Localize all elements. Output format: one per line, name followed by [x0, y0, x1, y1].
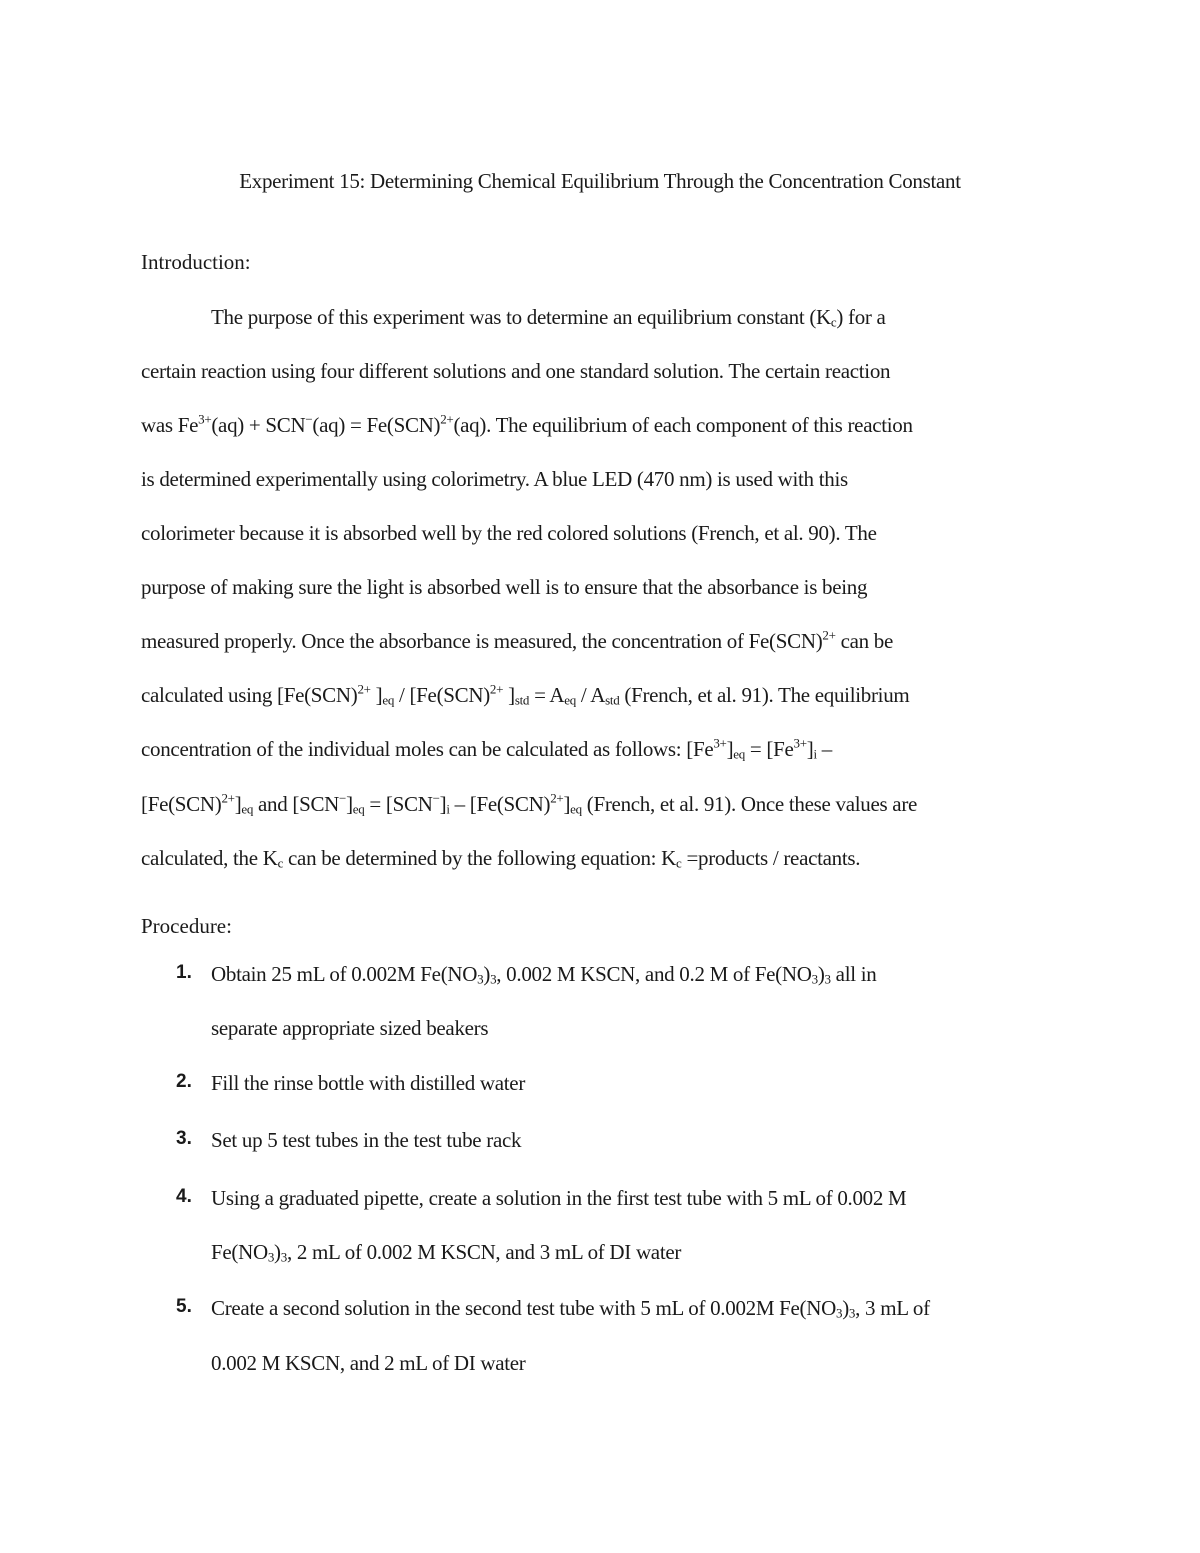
intro-line-1: The purpose of this experiment was to determine an equilibrium constant $(K_c)$ for a	[211, 305, 886, 330]
step-text: 0.002 M KSCN, and 2 mL of DI water	[211, 1351, 526, 1375]
step-text: Using a graduated pipette, create a solution in the first test tube with 5 mL of 0.002 M	[211, 1186, 907, 1210]
step-text: $Fe(NO_3)_3$, 2 mL of 0.002 M KSCN, and 3 mL of DI water	[211, 1240, 682, 1265]
procedure-heading: Procedure:	[141, 914, 232, 938]
intro-line-5: colorimeter because it is absorbed well by the red colored solutions (French, et al. 90). The	[141, 521, 877, 545]
intro-line-3: was $Fe^{3+}(aq) + SCN^-(aq) = Fe(SCN)^{2+}(aq)$. The equilibrium of each component of this reaction	[141, 411, 913, 437]
intro-line-7: measured properly. Once the absorbance is measured, the concentration of Fe(SCN)$^{2+}$ can be	[141, 627, 894, 653]
intro-line-6: purpose of making sure the light is absorbed well is to ensure that the absorbance is being	[141, 575, 868, 599]
step-text: separate appropriate sized beakers	[211, 1016, 489, 1040]
page-title: Experiment 15: Determining Chemical Equilibrium Through the Concentration Constant	[239, 169, 961, 193]
step-text: Obtain 25 mL of 0.002M $Fe(NO_3)_3$, 0.002 M KSCN, and 0.2 M of $Fe(NO_3)_3$ all in	[211, 962, 877, 987]
step-number: 1.	[176, 962, 192, 983]
intro-line-4: is determined experimentally using colorimetry. A blue LED (470 nm) is used with this	[141, 467, 848, 491]
intro-line-2: certain reaction using four different solutions and one standard solution. The certain reaction	[141, 359, 891, 383]
intro-line-8: calculated using [Fe(SCN)$^{2+}$ ]$_{eq} / [Fe(SCN)^{2+}$ ]$_{std} = A_{eq} / A_{std}$ (French, et al. 91). The equilibrium	[141, 681, 910, 708]
introduction-heading: Introduction:	[141, 250, 251, 274]
intro-line-10: $[Fe(SCN)^{2+}]_{eq}$ and $[SCN^-]_{eq} = [SCN^-]_i - [Fe(SCN)^{2+}]_{eq}$ (French, et al. 91). Once these values are	[141, 790, 918, 817]
step-number: 3.	[176, 1128, 192, 1149]
step-text: Fill the rinse bottle with distilled water	[211, 1071, 526, 1095]
step-number: 2.	[176, 1071, 192, 1092]
step-text: Create a second solution in the second test tube with 5 mL of 0.002M $Fe(NO_3)_3$, 3 mL of	[211, 1296, 930, 1321]
step-number: 4.	[176, 1186, 192, 1207]
intro-line-9: concentration of the individual moles can be calculated as follows: $[Fe^{3+}]_{eq} = [Fe^{3+}]_i$ –	[141, 735, 832, 762]
step-text: Set up 5 test tubes in the test tube rack	[211, 1128, 522, 1152]
intro-line-11: calculated, the $K_c$ can be determined by the following equation: $K_c$ =products / reactants.	[141, 846, 861, 871]
step-number: 5.	[176, 1296, 192, 1317]
